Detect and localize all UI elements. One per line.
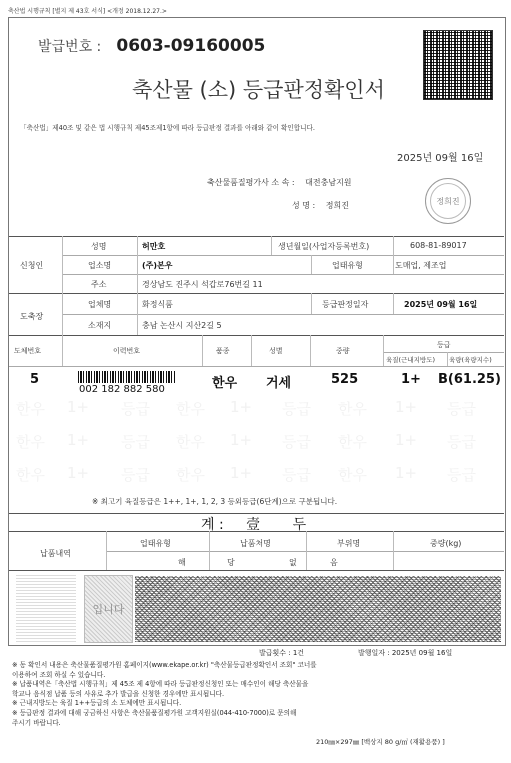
- paper-size: 210㎜×297㎜ [백상지 80 g/㎡ (재활용품) ]: [316, 738, 445, 746]
- record-breed: 한우: [212, 376, 238, 391]
- issue-number-label: 발급번호 :: [38, 39, 102, 55]
- watermark-text: 등급: [447, 466, 476, 484]
- watermark-text: 1+: [395, 398, 418, 416]
- col-slaughter-no: 도체번호: [14, 347, 42, 355]
- footnote-line: ※ 근내지방도는 육질 1++등급의 소 도체에만 표시됩니다.: [12, 699, 182, 708]
- delivery-section-label: 납품내역: [40, 549, 71, 558]
- watermark-text: 1+: [67, 398, 90, 416]
- watermark-text: 한우: [16, 466, 45, 484]
- security-pattern-left: [16, 574, 76, 642]
- watermark-text: 등급: [282, 466, 311, 484]
- applicant-company: (주)본우: [142, 261, 173, 270]
- watermark-text: 한우: [338, 433, 367, 451]
- footnote-line: ※ 납품내역은「축산법 시행규칙」제 45조 제 4항에 따라 등급판정신청인 또는 매수인이 해당 축산물을: [12, 680, 309, 689]
- issue-date: 2025년 09월 16일: [397, 153, 484, 164]
- slaughterhouse-location-label: 소재지: [88, 321, 112, 330]
- watermark-text: 등급: [447, 400, 476, 418]
- col-grade: 등급: [437, 341, 451, 349]
- watermark-text: 1+: [67, 431, 90, 449]
- legal-statement: 「축산법」제40조 및 같은 법 시행규칙 제45조제1항에 따라 등급판정 결과를 아래와 같이 확인합니다.: [20, 124, 315, 132]
- slaughterhouse-company-label: 업체명: [88, 300, 112, 309]
- watermark-text: 등급: [121, 433, 150, 451]
- watermark-text: 한우: [16, 433, 45, 451]
- watermark-text: 등급: [447, 433, 476, 451]
- watermark-text: 1+: [230, 431, 253, 449]
- footnote-line: 학교나 음식점 납품 등의 사유로 추가 발급을 신청한 경우에만 표시됩니다.: [12, 689, 225, 698]
- official-seal: [425, 178, 471, 224]
- applicant-bizno: 608-81-89017: [410, 241, 467, 250]
- watermark-text: 1+: [67, 464, 90, 482]
- grade-note: ※ 최고기 육질등급은 1++, 1+, 1, 2, 3 등외등급(6단계)으로 구분됩니다.: [92, 497, 338, 506]
- applicant-biztype: 도매업, 제조업: [395, 261, 447, 270]
- applicant-address-label: 주소: [91, 280, 107, 289]
- security-noise-pattern: [135, 576, 501, 642]
- delivery-val-biztype: 해: [178, 558, 186, 567]
- watermark-text: 1+: [230, 398, 253, 416]
- stamp-text: 입니다: [92, 603, 125, 616]
- watermark-text: 한우: [338, 400, 367, 418]
- footnote-line: ※ 등급판정 결과에 대해 궁금하신 사항은 축산물품질평가원 고객지원실(044-410-7000)로 문의해: [12, 709, 297, 717]
- watermark-text: 한우: [176, 400, 205, 418]
- issue-count: 발급횟수 : 1건: [259, 649, 305, 657]
- grading-date: 2025년 09월 16일: [404, 300, 478, 309]
- delivery-val-place-2: 없: [289, 558, 297, 567]
- col-quality-grade: 육질(근내지방도): [386, 356, 436, 364]
- watermark-text: 1+: [230, 464, 253, 482]
- watermark-text: 한우: [176, 433, 205, 451]
- delivery-val-part: 음: [330, 558, 338, 567]
- footnote-line: 이용하여 조회 하실 수 있습니다.: [12, 670, 106, 679]
- record-quality-grade: 1+: [401, 372, 421, 387]
- col-breed: 품종: [216, 347, 230, 355]
- record-yield-grade: B(61.25): [438, 372, 501, 387]
- issue-number-row: [38, 36, 265, 56]
- applicant-biztype-label: 업태유형: [332, 261, 363, 270]
- applicant-name: 허만호: [142, 242, 166, 251]
- delivery-col-weight: 중량(kg): [430, 539, 462, 548]
- grading-date-label: 등급판정일자: [322, 300, 369, 309]
- grader-name: 성 명 : 정희진: [292, 201, 349, 210]
- watermark-text: 등급: [282, 433, 311, 451]
- qr-code-icon: [423, 30, 493, 100]
- applicant-bizno-label: 생년월일(사업자등록번호): [278, 242, 370, 251]
- delivery-val-place-1: 당: [227, 558, 235, 567]
- delivery-col-biztype: 업태유형: [140, 539, 171, 548]
- applicant-address: 경상남도 진주시 석갑로76번길 11: [142, 280, 263, 289]
- watermark-text: 한우: [338, 466, 367, 484]
- issue-date-footer: 발행일자 : 2025년 09월 16일: [358, 649, 453, 657]
- watermark-text: 1+: [395, 431, 418, 449]
- verification-stamp: [84, 575, 133, 643]
- record-trace-no: 002 182 882 580: [79, 384, 165, 395]
- footnote-line: ※ 동 확인서 내용은 축산물품질평가원 홈페이지(www.ekape.or.kr) "축산물등급판정확인서 조회" 코너를: [12, 661, 317, 669]
- delivery-col-part: 부위명: [337, 539, 361, 548]
- applicant-name-label: 성명: [91, 242, 107, 251]
- slaughterhouse-section-label: 도축장: [20, 312, 44, 321]
- watermark-text: 한우: [176, 466, 205, 484]
- document-title: 축산물 (소) 등급판정확인서: [132, 78, 385, 102]
- record-weight: 525: [331, 372, 359, 387]
- watermark-text: 등급: [121, 400, 150, 418]
- slaughterhouse-company: 화정식품: [142, 300, 173, 309]
- col-trace-no: 이력번호: [113, 347, 141, 355]
- grader-affiliation: 축산물품질평가사 소 속 : 대전충남지원: [207, 178, 352, 187]
- issue-number: 0603-09160005: [116, 36, 266, 56]
- header-note: 축산법 시행규칙 [별지 제 43호 서식] <개정 2018.12.27.>: [8, 8, 167, 15]
- record-sex: 거세: [266, 376, 292, 391]
- barcode-icon: [78, 371, 176, 383]
- seal-name: 정희진: [436, 196, 460, 206]
- col-weight: 중량: [336, 347, 350, 355]
- slaughterhouse-location: 충남 논산시 지산2길 5: [142, 321, 222, 330]
- watermark-text: 1+: [395, 464, 418, 482]
- watermark-text: 등급: [121, 466, 150, 484]
- col-sex: 성별: [269, 347, 283, 355]
- col-yield-grade: 육량(육량지수): [449, 356, 492, 364]
- applicant-section-label: 신청인: [20, 261, 44, 270]
- record-slaughter-no: 5: [30, 372, 40, 387]
- watermark-text: 등급: [282, 400, 311, 418]
- total-row: 계 : 壹 두: [201, 517, 321, 533]
- watermark-text: 한우: [16, 400, 45, 418]
- footnote-line: 주시기 바랍니다.: [12, 718, 61, 727]
- delivery-col-place: 납품처명: [240, 539, 271, 548]
- applicant-company-label: 업소명: [88, 261, 112, 270]
